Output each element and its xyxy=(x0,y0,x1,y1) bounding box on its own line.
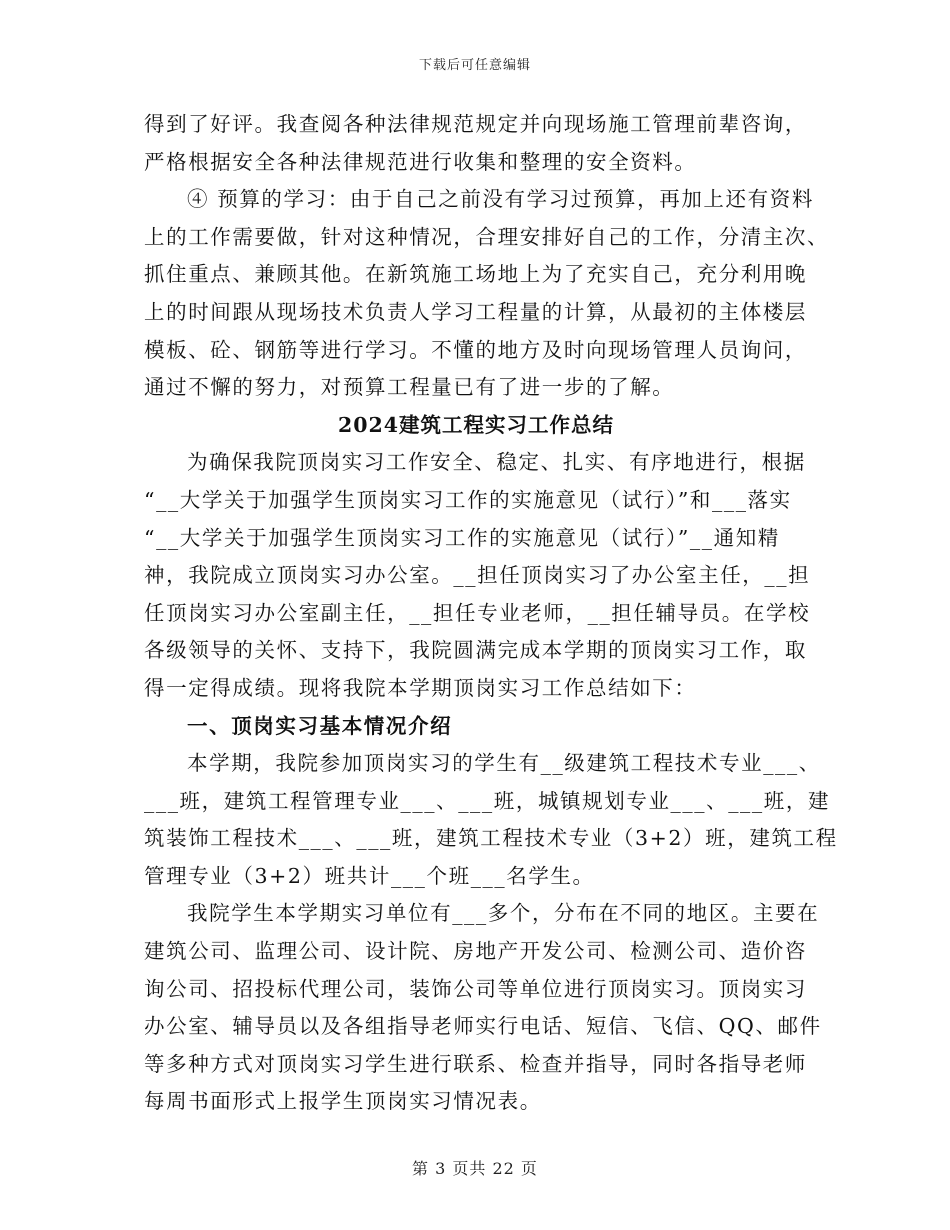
text-line: 模板、砼、钢筋等进行学习。不懂的地方及时向现场管理人员询问， xyxy=(144,337,807,362)
text-line: 等多种方式对顶岗实习学生进行联系、检查并指导，同时各指导老师 xyxy=(144,1051,807,1076)
text-line: 本学期，我院参加顶岗实习的学生有__级建筑工程技术专业___、 xyxy=(187,751,821,776)
text-line: 办公室、辅导员以及各组指导老师实行电话、短信、飞信、QQ、邮件 xyxy=(144,1014,822,1039)
text-line: 抓住重点、兼顾其他。在新筑施工场地上为了充实自己，充分利用晚 xyxy=(144,262,807,287)
section-title: 2024建筑工程实习工作总结 xyxy=(337,412,615,437)
text-line: “__大学关于加强学生顶岗实习工作的实施意见（试行）”和___落实 xyxy=(144,487,792,512)
text-line: 各级领导的关怀、支持下，我院圆满完成本学期的顶岗实习工作，取 xyxy=(144,638,807,663)
text-line: 得到了好评。我查阅各种法律规范规定并向现场施工管理前辈咨询， xyxy=(144,112,807,136)
text-line: 神，我院成立顶岗实习办公室。__担任顶岗实习了办公室主任，__担 xyxy=(144,563,811,588)
text-line: 建筑公司、监理公司、设计院、房地产开发公司、检测公司、造价咨 xyxy=(144,939,807,964)
page-header: 下载后可任意编辑 xyxy=(418,58,531,73)
subsection-heading: 一、顶岗实习基本情况介绍 xyxy=(187,713,453,738)
text-line: 任顶岗实习办公室副主任，__担任专业老师，__担任辅导员。在学校 xyxy=(144,600,811,625)
text-line: 筑装饰工程技术___、___班，建筑工程技术专业（3+2）班，建筑工程 xyxy=(144,826,838,851)
text-line: 管理专业（3+2）班共计___个班___名学生。 xyxy=(144,863,595,888)
page-footer: 第 3 页共 22 页 xyxy=(412,1159,538,1178)
text-line: 上的时间跟从现场技术负责人学习工程量的计算，从最初的主体楼层 xyxy=(144,299,807,324)
text-line: 我院学生本学期实习单位有___多个，分布在不同的地区。主要在 xyxy=(187,901,820,926)
text-line: “__大学关于加强学生顶岗实习工作的实施意见（试行）”__通知精 xyxy=(144,525,780,550)
text-line: 通过不懈的努力，对预算工程量已有了进一步的了解。 xyxy=(144,375,675,400)
text-line: 上的工作需要做，针对这种情况，合理安排好自己的工作，分清主次、 xyxy=(144,224,830,249)
document-body xyxy=(144,106,838,1121)
text-line: ___班，建筑工程管理专业___、___班，城镇规划专业___、___班，建 xyxy=(144,788,831,813)
text-line: 每周书面形式上报学生顶岗实习情况表。 xyxy=(144,1089,542,1114)
text-line: ④ 预算的学习：由于自己之前没有学习过预算，再加上还有资料 xyxy=(187,187,814,212)
text-line: 为确保我院顶岗实习工作安全、稳定、扎实、有序地进行，根据 xyxy=(187,450,806,475)
text-line: 询公司、招投标代理公司，装饰公司等单位进行顶岗实习。顶岗实习 xyxy=(144,976,807,1001)
text-line: 得一定得成绩。现将我院本学期顶岗实习工作总结如下： xyxy=(144,675,697,700)
text-line: 严格根据安全各种法律规范进行收集和整理的安全资料。 xyxy=(144,149,697,174)
